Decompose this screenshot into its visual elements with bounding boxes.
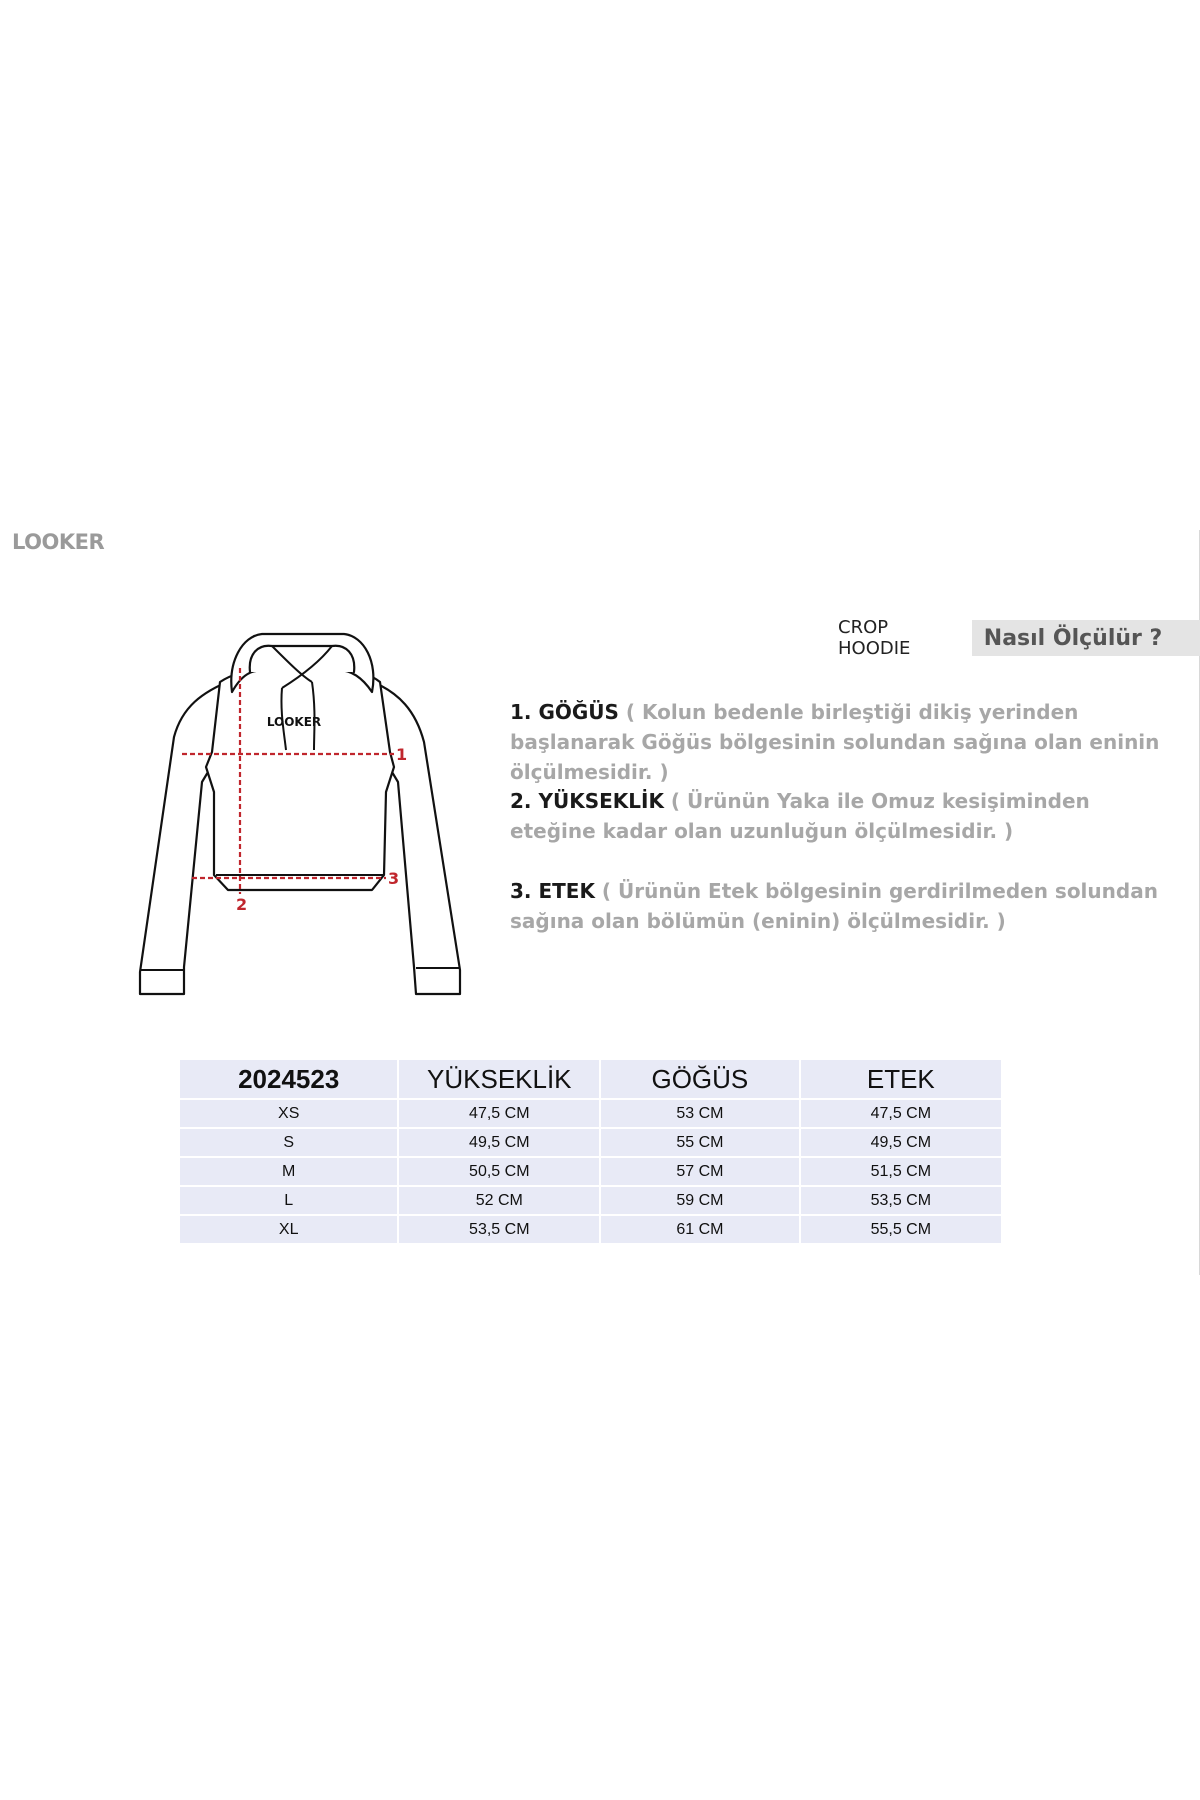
chest-logo-text: LOOKER	[266, 715, 322, 729]
table-cell: XL	[179, 1215, 398, 1244]
table-cell: XS	[179, 1099, 398, 1128]
instruction-height-text: ( Ürünün Yaka ile Omuz kesişiminden eteğine kadar olan uzunluğun ölçülmesidir. )	[510, 789, 1090, 843]
table-row	[179, 1128, 1002, 1157]
hoodie-body	[206, 670, 394, 890]
instruction-height	[510, 786, 1170, 846]
instruction-chest	[510, 697, 1170, 787]
brand-logo: LOOKER	[12, 530, 105, 554]
instruction-chest-text: ( Kolun bedenle birleştiği dikiş yerinden başlanarak Göğüs bölgesinin solundan sağına olan eninin ölçülmesidir. )	[510, 700, 1160, 784]
table-cell: 49,5 CM	[398, 1128, 600, 1157]
table-row	[179, 1186, 1002, 1215]
instruction-hem-key: 3. ETEK	[510, 879, 595, 903]
table-cell: 61 CM	[600, 1215, 800, 1244]
table-header-chest: GÖĞÜS	[600, 1059, 800, 1099]
marker-1: 1	[396, 745, 408, 764]
instruction-height-key: 2. YÜKSEKLİK	[510, 789, 664, 813]
table-cell: 47,5 CM	[800, 1099, 1002, 1128]
table-header-code: 2024523	[179, 1059, 398, 1099]
table-cell: 47,5 CM	[398, 1099, 600, 1128]
size-table	[178, 1058, 1003, 1245]
marker-2: 2	[236, 895, 248, 914]
marker-3: 3	[388, 869, 400, 888]
table-cell: 55,5 CM	[800, 1215, 1002, 1244]
table-cell: 55 CM	[600, 1128, 800, 1157]
table-row	[179, 1157, 1002, 1186]
table-cell: 50,5 CM	[398, 1157, 600, 1186]
table-cell: 59 CM	[600, 1186, 800, 1215]
table-cell: 57 CM	[600, 1157, 800, 1186]
header-row	[838, 617, 1200, 659]
product-label: CROP HOODIE	[838, 617, 911, 659]
table-cell: M	[179, 1157, 398, 1186]
instruction-chest-key: 1. GÖĞÜS	[510, 700, 619, 724]
instruction-hem-text: ( Ürünün Etek bölgesinin gerdirilmeden solundan sağına olan bölümün (eninin) ölçülmesidir. )	[510, 879, 1158, 933]
table-row	[179, 1215, 1002, 1244]
table-cell: 52 CM	[398, 1186, 600, 1215]
table-header-height: YÜKSEKLİK	[398, 1059, 600, 1099]
instruction-hem	[510, 876, 1170, 936]
table-cell: 53 CM	[600, 1099, 800, 1128]
hood-opening	[250, 646, 355, 672]
table-cell: 51,5 CM	[800, 1157, 1002, 1186]
table-cell: 53,5 CM	[800, 1186, 1002, 1215]
table-header-hem: ETEK	[800, 1059, 1002, 1099]
table-header-row	[179, 1059, 1002, 1099]
hoodie-diagram	[132, 632, 468, 1000]
table-row	[179, 1099, 1002, 1128]
table-cell: 53,5 CM	[398, 1215, 600, 1244]
table-cell: S	[179, 1128, 398, 1157]
how-to-measure-title: Nasıl Ölçülür ?	[972, 620, 1200, 656]
table-cell: L	[179, 1186, 398, 1215]
table-cell: 49,5 CM	[800, 1128, 1002, 1157]
